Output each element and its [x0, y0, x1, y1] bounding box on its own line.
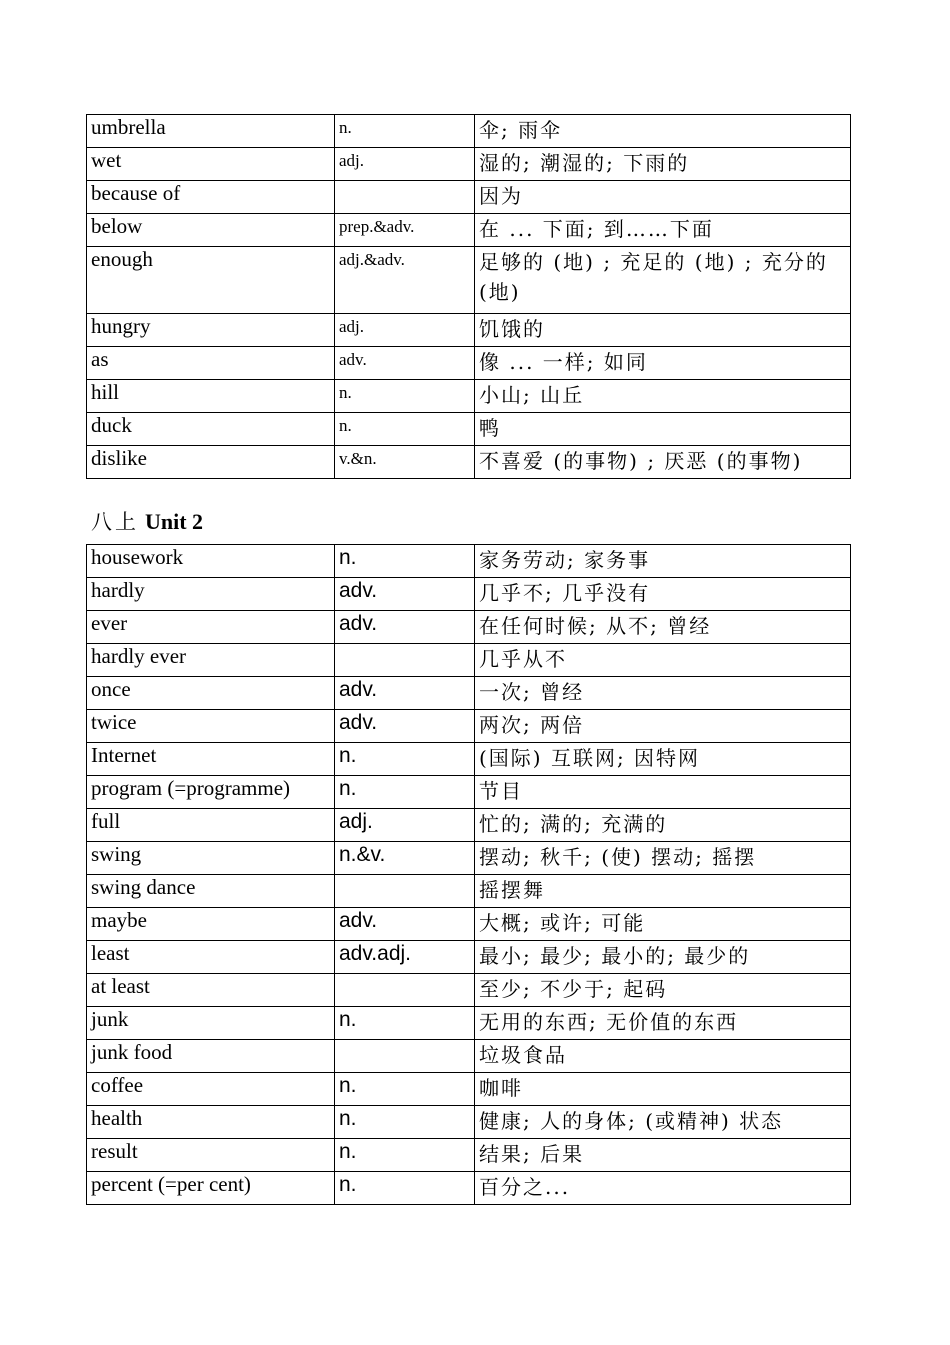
chinese-meaning: 无用的东西; 无价值的东西 [475, 1007, 851, 1040]
vocab-table-unit1 [86, 114, 851, 479]
vocab-word: as [87, 347, 335, 380]
vocab-row [87, 347, 851, 380]
vocab-row [87, 578, 851, 611]
chinese-meaning: 湿的; 潮湿的; 下雨的 [475, 148, 851, 181]
part-of-speech [335, 974, 475, 1007]
vocab-row [87, 1040, 851, 1073]
part-of-speech [335, 181, 475, 214]
vocab-row [87, 413, 851, 446]
section-heading [91, 506, 203, 538]
vocab-row [87, 908, 851, 941]
vocab-word: result [87, 1139, 335, 1172]
chinese-meaning: 因为 [475, 181, 851, 214]
part-of-speech: n. [335, 545, 475, 578]
vocab-row [87, 776, 851, 809]
vocab-word: ever [87, 611, 335, 644]
part-of-speech: v.&n. [335, 446, 475, 479]
vocab-row [87, 1073, 851, 1106]
part-of-speech: adv. [335, 347, 475, 380]
vocab-word: at least [87, 974, 335, 1007]
part-of-speech: n. [335, 776, 475, 809]
vocab-row [87, 710, 851, 743]
chinese-meaning: 足够的 (地) ; 充足的 (地) ; 充分的 (地) [475, 247, 851, 314]
chinese-meaning: 忙的; 满的; 充满的 [475, 809, 851, 842]
chinese-meaning: 饥饿的 [475, 314, 851, 347]
vocab-row [87, 644, 851, 677]
vocab-row [87, 247, 851, 314]
vocab-word: health [87, 1106, 335, 1139]
vocab-word: umbrella [87, 115, 335, 148]
vocab-row [87, 1172, 851, 1205]
vocab-row [87, 181, 851, 214]
vocab-row [87, 809, 851, 842]
part-of-speech: adj. [335, 314, 475, 347]
vocab-word: program (=programme) [87, 776, 335, 809]
part-of-speech: n. [335, 1007, 475, 1040]
part-of-speech: n. [335, 1139, 475, 1172]
vocab-row [87, 1007, 851, 1040]
chinese-meaning: 摇摆舞 [475, 875, 851, 908]
part-of-speech: adv. [335, 908, 475, 941]
vocab-word: maybe [87, 908, 335, 941]
vocab-word: housework [87, 545, 335, 578]
vocab-word: Internet [87, 743, 335, 776]
vocab-word: dislike [87, 446, 335, 479]
vocab-word: swing [87, 842, 335, 875]
chinese-meaning: 伞; 雨伞 [475, 115, 851, 148]
vocab-word: enough [87, 247, 335, 314]
part-of-speech: n. [335, 1073, 475, 1106]
vocab-row [87, 842, 851, 875]
vocab-row [87, 214, 851, 247]
vocab-word: wet [87, 148, 335, 181]
vocab-row [87, 314, 851, 347]
part-of-speech: adj.&adv. [335, 247, 475, 314]
chinese-meaning: 百分之... [475, 1172, 851, 1205]
vocab-row [87, 545, 851, 578]
chinese-meaning: 垃圾食品 [475, 1040, 851, 1073]
chinese-meaning: 健康; 人的身体; (或精神) 状态 [475, 1106, 851, 1139]
part-of-speech: n. [335, 743, 475, 776]
vocab-row [87, 1106, 851, 1139]
chinese-meaning: 小山; 山丘 [475, 380, 851, 413]
vocab-word: once [87, 677, 335, 710]
vocab-row [87, 611, 851, 644]
vocab-word: hardly [87, 578, 335, 611]
part-of-speech: n.&v. [335, 842, 475, 875]
vocab-word: coffee [87, 1073, 335, 1106]
vocab-row [87, 115, 851, 148]
part-of-speech: n. [335, 1172, 475, 1205]
chinese-meaning: 几乎不; 几乎没有 [475, 578, 851, 611]
chinese-meaning: 在 ... 下面; 到……下面 [475, 214, 851, 247]
vocab-word: least [87, 941, 335, 974]
chinese-meaning: 最小; 最少; 最小的; 最少的 [475, 941, 851, 974]
vocab-word: junk food [87, 1040, 335, 1073]
vocab-word: hardly ever [87, 644, 335, 677]
chinese-meaning: 两次; 两倍 [475, 710, 851, 743]
vocab-word: duck [87, 413, 335, 446]
chinese-meaning: 不喜爱 (的事物) ; 厌恶 (的事物) [475, 446, 851, 479]
vocab-row [87, 941, 851, 974]
chinese-meaning: 像 ... 一样; 如同 [475, 347, 851, 380]
chinese-meaning: 家务劳动; 家务事 [475, 545, 851, 578]
chinese-meaning: 至少; 不少于; 起码 [475, 974, 851, 1007]
part-of-speech: n. [335, 413, 475, 446]
part-of-speech [335, 644, 475, 677]
vocab-row [87, 446, 851, 479]
part-of-speech: adj. [335, 809, 475, 842]
vocab-word: because of [87, 181, 335, 214]
part-of-speech [335, 875, 475, 908]
vocab-word: below [87, 214, 335, 247]
part-of-speech: adv. [335, 578, 475, 611]
vocab-row [87, 380, 851, 413]
part-of-speech: adv. [335, 710, 475, 743]
chinese-meaning: 咖啡 [475, 1073, 851, 1106]
chinese-meaning: 鸭 [475, 413, 851, 446]
part-of-speech: prep.&adv. [335, 214, 475, 247]
chinese-meaning: 摆动; 秋千; (使) 摆动; 摇摆 [475, 842, 851, 875]
vocab-row [87, 148, 851, 181]
chinese-meaning: 在任何时候; 从不; 曾经 [475, 611, 851, 644]
vocab-word: hill [87, 380, 335, 413]
unit-label: Unit 2 [145, 509, 204, 534]
part-of-speech: n. [335, 1106, 475, 1139]
vocab-word: swing dance [87, 875, 335, 908]
vocab-word: hungry [87, 314, 335, 347]
vocab-table-body [87, 545, 851, 1205]
vocab-row [87, 677, 851, 710]
vocab-row [87, 875, 851, 908]
grade-label: 八上 [91, 510, 139, 534]
vocab-word: twice [87, 710, 335, 743]
vocab-row [87, 743, 851, 776]
vocab-table-unit2 [86, 544, 851, 1205]
part-of-speech: adv.adj. [335, 941, 475, 974]
vocab-table-body [87, 115, 851, 479]
chinese-meaning: 几乎从不 [475, 644, 851, 677]
vocab-row [87, 974, 851, 1007]
vocab-row [87, 1139, 851, 1172]
part-of-speech: n. [335, 380, 475, 413]
part-of-speech: adj. [335, 148, 475, 181]
chinese-meaning: 一次; 曾经 [475, 677, 851, 710]
chinese-meaning: 结果; 后果 [475, 1139, 851, 1172]
chinese-meaning: 大概; 或许; 可能 [475, 908, 851, 941]
vocab-word: percent (=per cent) [87, 1172, 335, 1205]
part-of-speech: adv. [335, 611, 475, 644]
part-of-speech: adv. [335, 677, 475, 710]
part-of-speech: n. [335, 115, 475, 148]
part-of-speech [335, 1040, 475, 1073]
chinese-meaning: (国际) 互联网; 因特网 [475, 743, 851, 776]
vocab-word: junk [87, 1007, 335, 1040]
chinese-meaning: 节目 [475, 776, 851, 809]
vocab-word: full [87, 809, 335, 842]
